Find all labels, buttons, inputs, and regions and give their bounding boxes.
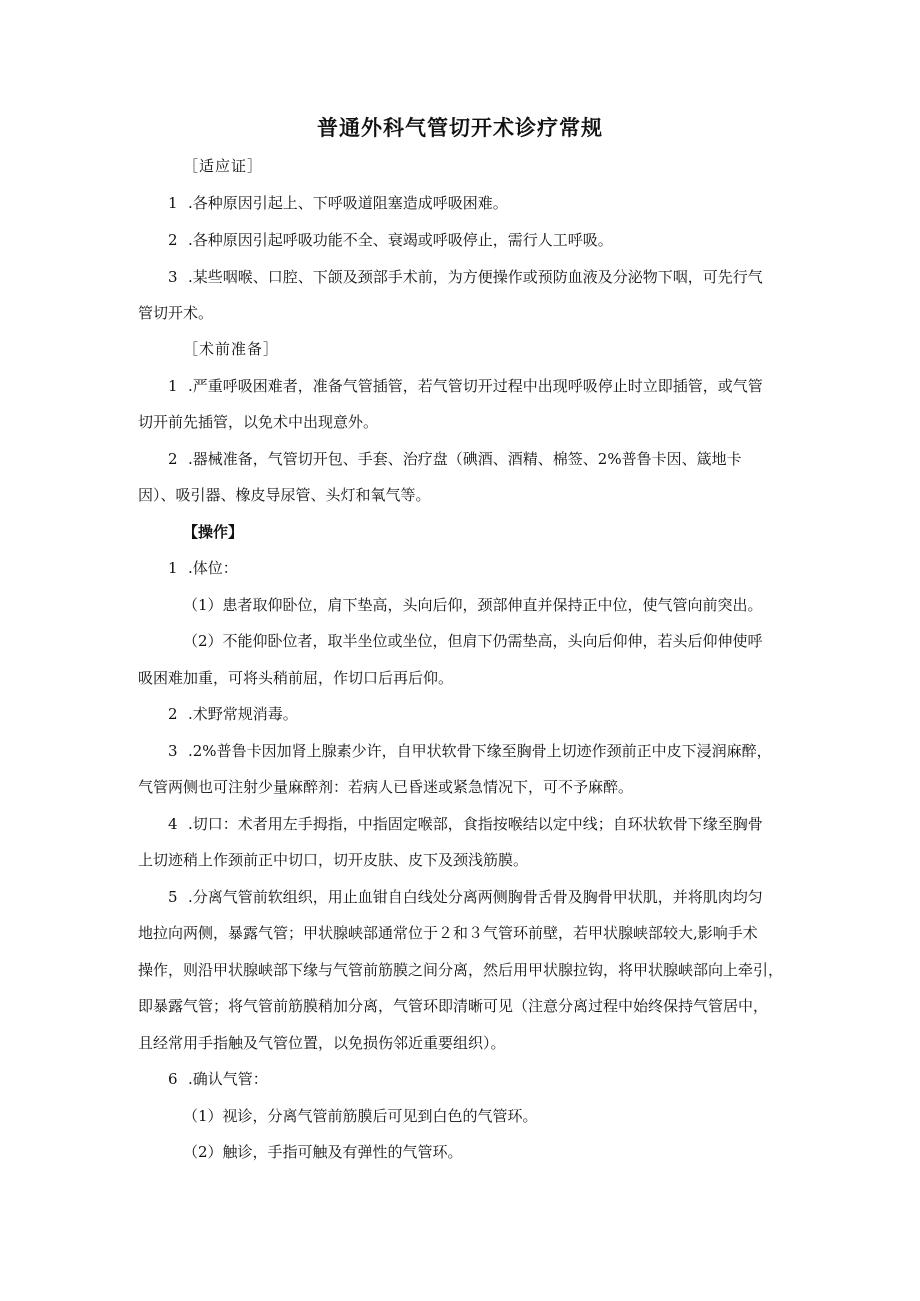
- item-text-continuation: 即暴露气管；将气管前筋膜稍加分离，气管环即清晰可见（注意分离过程中始终保持气管居中，: [138, 997, 769, 1015]
- item-number: 6: [168, 1070, 178, 1088]
- section-heading-indications: ［适应证］: [183, 157, 264, 175]
- item-text-continuation: 操作，则沿甲状腺峡部下缘与气管前筋膜之间分离，然后用甲状腺拉钩，将甲状腺峡部向上牵引，: [138, 961, 784, 979]
- item-number: 2: [168, 231, 178, 249]
- item-text-continuation: 切开前先插管，以免术中出现意外。: [138, 413, 379, 431]
- item-text: .某些咽喉、口腔、下颌及颈部手术前，为方便操作或预防血液及分泌物下咽，可先行气: [188, 268, 763, 286]
- item-number: 1: [168, 559, 178, 577]
- section-heading-operation: 【操作】: [183, 523, 244, 541]
- sub-item: （1）视诊，分离气管前筋膜后可见到白色的气管环。: [183, 1107, 538, 1125]
- list-item: [168, 193, 508, 213]
- item-text: .切口：术者用左手拇指，中指固定喉部，食指按喉结以定中线；自环状软骨下缘至胸骨: [188, 815, 763, 833]
- item-text: .2%普鲁卡因加肾上腺素少许，自甲状软骨下缘至胸骨上切迹作颈前正中皮下浸润麻醉，: [188, 742, 772, 760]
- item-number: 3: [168, 742, 178, 760]
- item-text: .确认气管：: [188, 1070, 268, 1088]
- page-title: 普通外科气管切开术诊疗常规: [317, 116, 603, 140]
- item-number: 2: [168, 705, 178, 723]
- list-item: [168, 267, 763, 287]
- item-text-continuation: 管切开术。: [138, 304, 214, 322]
- list-item: [168, 230, 613, 250]
- item-text: .术野常规消毒。: [188, 705, 298, 723]
- item-text-continuation: 吸困难加重，可将头稍前屈，作切口后再后仰。: [138, 669, 454, 687]
- item-number: 5: [168, 888, 178, 906]
- sub-item: （2）触诊，手指可触及有弹性的气管环。: [183, 1143, 463, 1161]
- item-text: .严重呼吸困难者，准备气管插管，若气管切开过程中出现呼吸停止时立即插管，或气管: [188, 377, 763, 395]
- list-item: [168, 814, 763, 834]
- item-text-continuation: 气管两侧也可注射少量麻醉剂：若病人已昏迷或紧急情况下，可不予麻醉。: [138, 778, 634, 796]
- item-text: .各种原因引起上、下呼吸道阻塞造成呼吸困难。: [188, 194, 508, 212]
- item-number: 4: [168, 815, 178, 833]
- item-text-continuation: 地拉向两侧，暴露气管；甲状腺峡部通常位于２和３气管环前壁，若甲状腺峡部较大,影响手术: [138, 924, 758, 942]
- sub-item: （1）患者取仰卧位，肩下垫高，头向后仰，颈部伸直并保持正中位，使气管向前突出。: [183, 596, 763, 614]
- item-text-continuation: 且经常用手指触及气管位置，以免损伤邻近重要组织）。: [138, 1034, 506, 1052]
- item-text: .体位：: [188, 559, 238, 577]
- list-item: [168, 1069, 268, 1089]
- item-text: .分离气管前软组织，用止血钳自白线处分离两侧胸骨舌骨及胸骨甲状肌，并将肌肉均匀: [188, 888, 763, 906]
- item-text-continuation: 上切迹稍上作颈前正中切口，切开皮肤、皮下及颈浅筋膜。: [138, 851, 529, 869]
- item-text-continuation: 因）、吸引器、橡皮导尿管、头灯和氧气等。: [138, 486, 431, 504]
- item-number: 3: [168, 268, 178, 286]
- item-number: 1: [168, 194, 178, 212]
- list-item: [168, 376, 763, 396]
- item-number: 1: [168, 377, 178, 395]
- list-item: [168, 704, 298, 724]
- list-item: [168, 558, 238, 578]
- sub-item: （2）不能仰卧位者，取半坐位或坐位，但肩下仍需垫高，头向后仰伸，若头后仰伸使呼: [183, 632, 763, 650]
- item-text: .器械准备，气管切开包、手套、治疗盘（碘酒、酒精、棉签、2%普鲁卡因、箴地卡: [188, 450, 742, 468]
- section-heading-preop: ［术前准备］: [183, 340, 280, 358]
- list-item: [168, 449, 742, 469]
- list-item: [168, 887, 763, 907]
- item-text: .各种原因引起呼吸功能不全、衰竭或呼吸停止，需行人工呼吸。: [188, 231, 613, 249]
- list-item: [168, 741, 772, 761]
- item-number: 2: [168, 450, 178, 468]
